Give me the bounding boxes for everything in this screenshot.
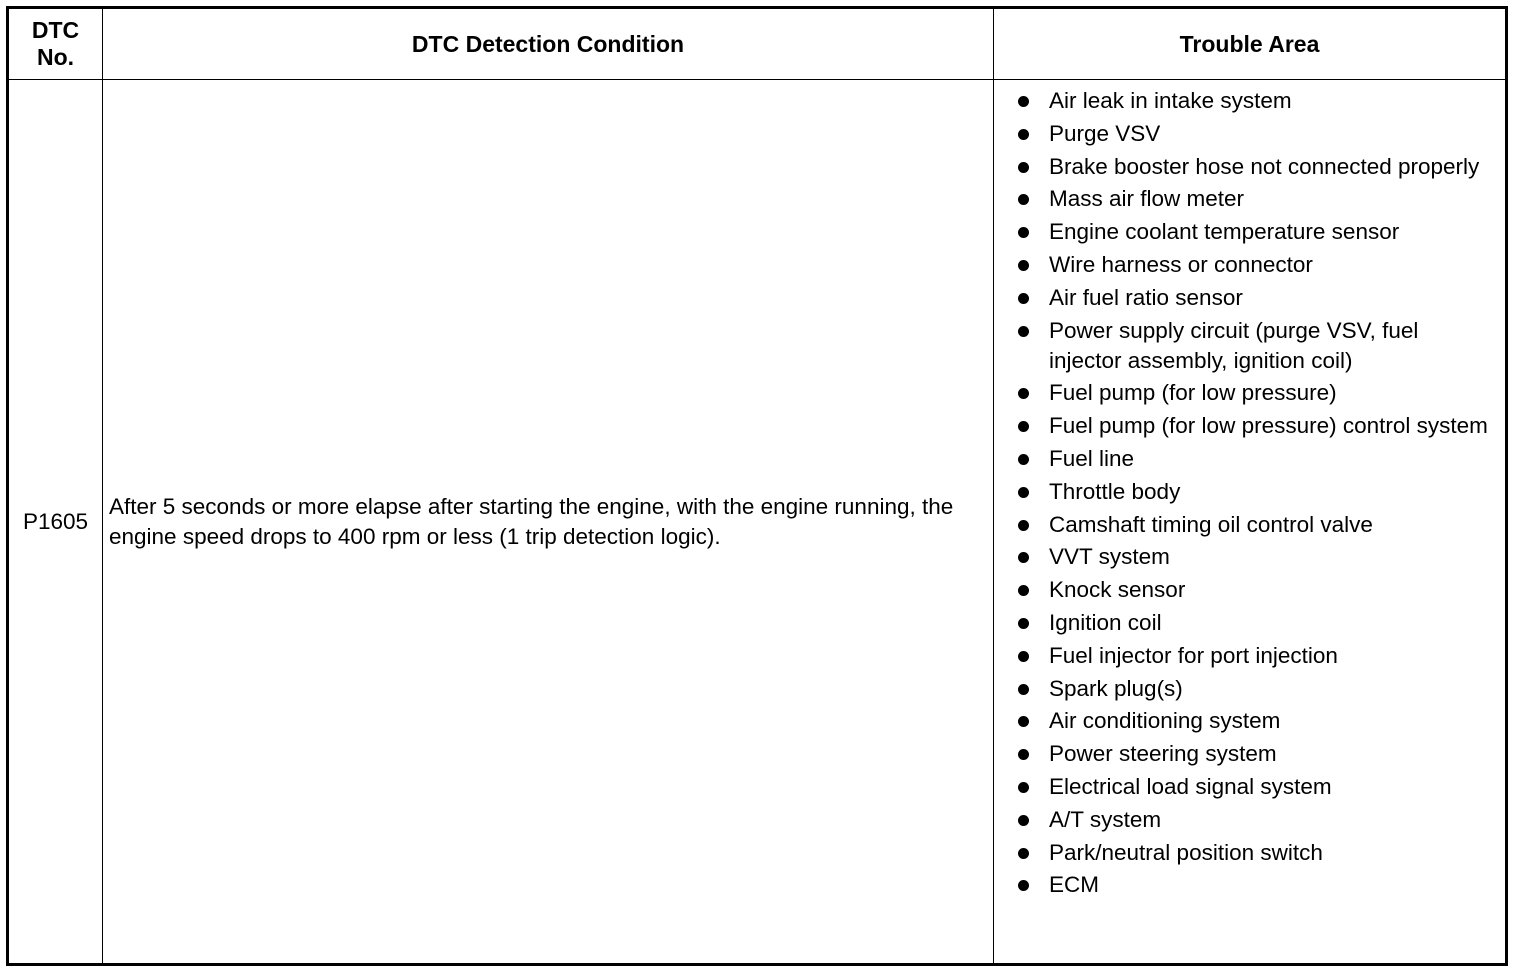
bullet-icon: [1018, 326, 1029, 337]
list-item-label: Brake booster hose not connected properly: [1049, 153, 1480, 179]
list-item: [994, 542, 1497, 572]
list-item: [994, 575, 1497, 605]
bullet-icon: [1018, 585, 1029, 596]
list-item: [994, 378, 1497, 408]
list-item: [994, 805, 1497, 835]
list-item-label: Throttle body: [1049, 478, 1181, 504]
bullet-icon: [1018, 96, 1029, 107]
list-item: [994, 283, 1497, 313]
dtc-code: P1605: [8, 80, 103, 965]
bullet-icon: [1018, 293, 1029, 304]
list-item-label: Fuel injector for port injection: [1049, 642, 1338, 668]
list-item-label: Spark plug(s): [1049, 675, 1183, 701]
list-item: [994, 510, 1497, 540]
list-item-label: Park/neutral position switch: [1049, 839, 1323, 865]
bullet-icon: [1018, 162, 1029, 173]
list-item-label: Knock sensor: [1049, 577, 1186, 603]
bullet-icon: [1018, 487, 1029, 498]
table-header-row: [8, 8, 1507, 80]
bullet-icon: [1018, 782, 1029, 793]
header-detection-condition: DTC Detection Condition: [103, 8, 994, 80]
list-item-label: Purge VSV: [1049, 120, 1161, 146]
dtc-table: [6, 6, 1508, 966]
bullet-icon: [1018, 880, 1029, 891]
list-item: [994, 217, 1497, 247]
list-item: [994, 184, 1497, 214]
bullet-icon: [1018, 129, 1029, 140]
list-item-label: Electrical load signal system: [1049, 773, 1332, 799]
list-item: [994, 706, 1497, 736]
bullet-icon: [1018, 388, 1029, 399]
list-item-label: Power supply circuit (purge VSV, fuel injector assembly, ignition coil): [1049, 317, 1419, 373]
detection-condition-text: After 5 seconds or more elapse after starting the engine, with the engine running, the engine speed drops to 400 rpm or less (1 trip detection logic).: [103, 80, 994, 965]
list-item: [994, 838, 1497, 868]
list-item: [994, 152, 1497, 182]
list-item-label: Mass air flow meter: [1049, 186, 1245, 212]
bullet-icon: [1018, 716, 1029, 727]
header-trouble-area: Trouble Area: [994, 8, 1507, 80]
list-item: [994, 739, 1497, 769]
bullet-icon: [1018, 651, 1029, 662]
list-item-label: ECM: [1049, 872, 1099, 898]
bullet-icon: [1018, 520, 1029, 531]
table-row: [8, 80, 1507, 965]
list-item-label: Camshaft timing oil control valve: [1049, 511, 1373, 537]
list-item-label: Fuel line: [1049, 445, 1135, 471]
list-item-label: Air leak in intake system: [1049, 88, 1292, 113]
list-item-label: Wire harness or connector: [1049, 251, 1313, 277]
list-item-label: Fuel pump (for low pressure): [1049, 380, 1337, 406]
bullet-icon: [1018, 454, 1029, 465]
trouble-area-list: [994, 86, 1497, 900]
list-item-label: Power steering system: [1049, 741, 1277, 767]
bullet-icon: [1018, 227, 1029, 238]
list-item: [994, 641, 1497, 671]
bullet-icon: [1018, 815, 1029, 826]
bullet-icon: [1018, 749, 1029, 760]
bullet-icon: [1018, 421, 1029, 432]
list-item: [994, 772, 1497, 802]
list-item: [994, 674, 1497, 704]
list-item-label: A/T system: [1049, 806, 1162, 832]
bullet-icon: [1018, 194, 1029, 205]
list-item: [994, 444, 1497, 474]
list-item: [994, 870, 1497, 900]
bullet-icon: [1018, 552, 1029, 563]
bullet-icon: [1018, 684, 1029, 695]
list-item: [994, 477, 1497, 507]
list-item: [994, 86, 1497, 116]
bullet-icon: [1018, 848, 1029, 859]
header-dtc-no: DTC No.: [8, 8, 103, 80]
list-item: [994, 119, 1497, 149]
list-item: [994, 250, 1497, 280]
bullet-icon: [1018, 618, 1029, 629]
list-item-label: Ignition coil: [1049, 609, 1162, 635]
trouble-area-cell: [994, 80, 1507, 965]
list-item: [994, 316, 1497, 376]
list-item-label: VVT system: [1049, 544, 1170, 570]
list-item: [994, 411, 1497, 441]
list-item-label: Engine coolant temperature sensor: [1049, 219, 1400, 245]
list-item-label: Air fuel ratio sensor: [1049, 284, 1243, 310]
list-item-label: Air conditioning system: [1049, 708, 1281, 734]
list-item: [994, 608, 1497, 638]
list-item-label: Fuel pump (for low pressure) control system: [1049, 413, 1488, 439]
bullet-icon: [1018, 260, 1029, 271]
